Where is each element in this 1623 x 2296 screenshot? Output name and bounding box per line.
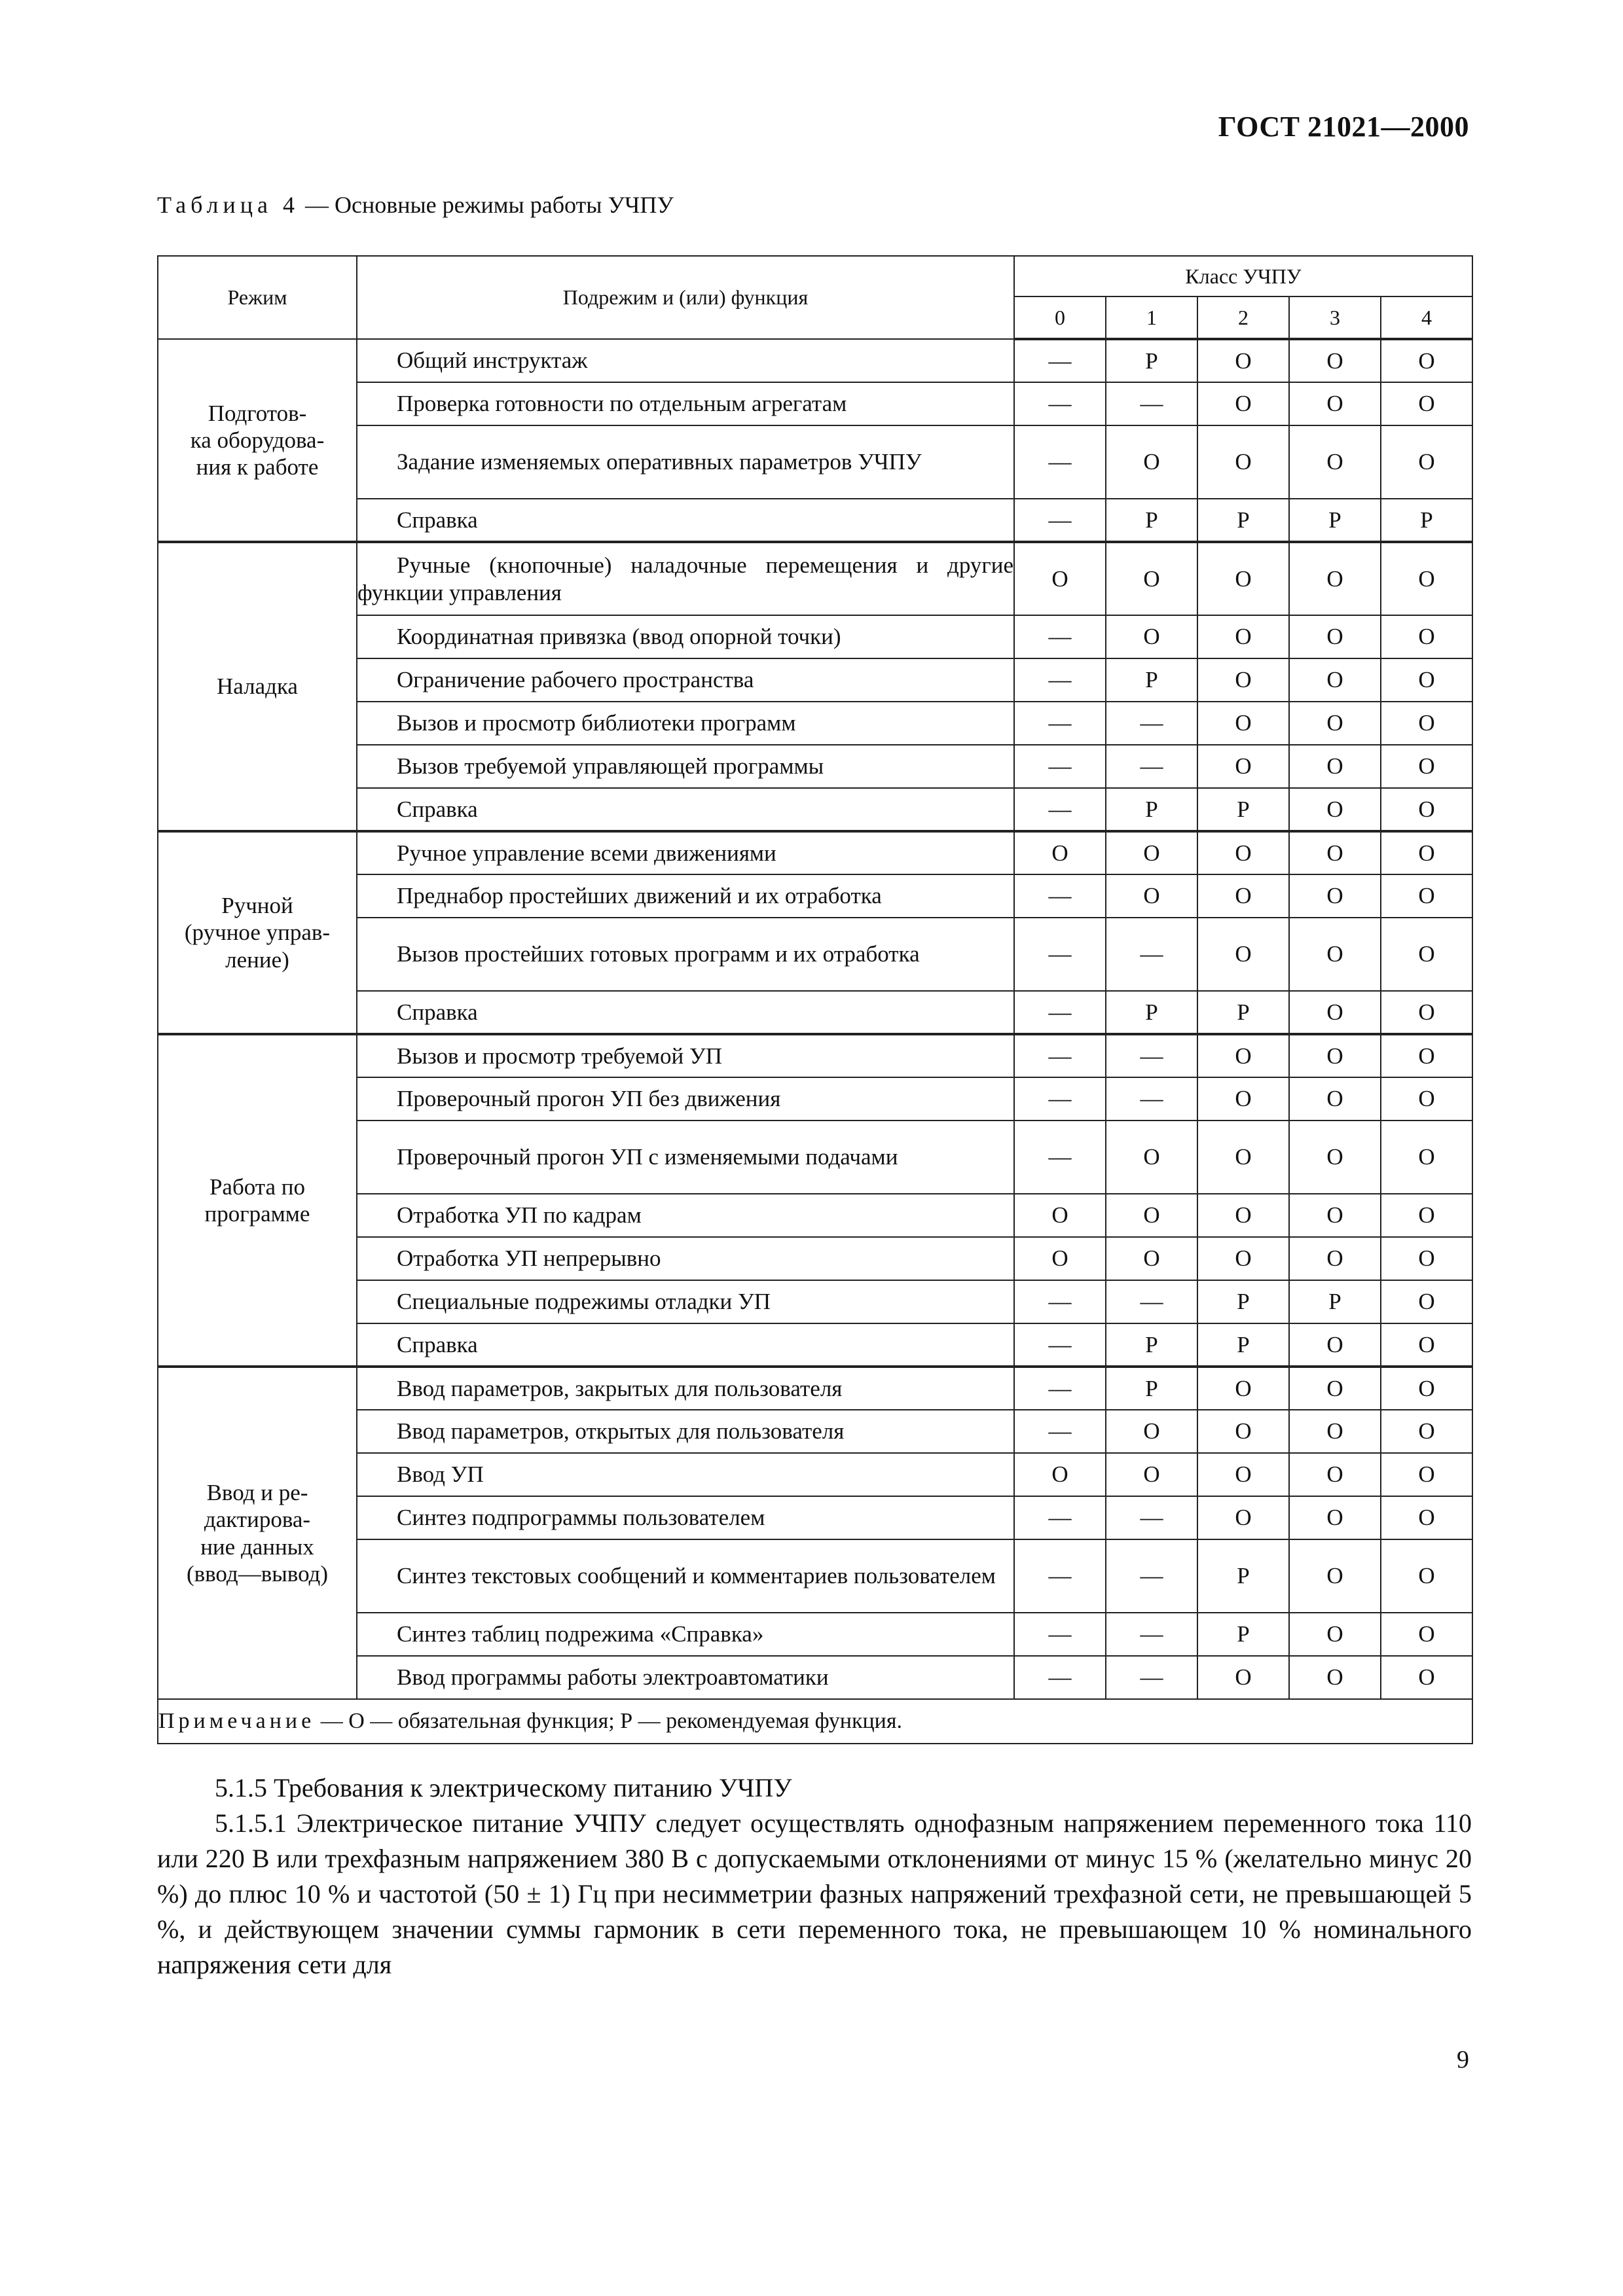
function-label: Вызов простейших готовых программ и их отработка — [397, 941, 920, 967]
class-value-cell: О — [1106, 615, 1197, 658]
function-cell — [357, 991, 1014, 1034]
class-value-cell: Р — [1106, 1323, 1197, 1367]
function-cell — [357, 658, 1014, 702]
function-label: Синтез таблиц подрежима «Справка» — [397, 1621, 764, 1647]
class-value-cell: Р — [1381, 499, 1472, 542]
class-value-cell: О — [1289, 1410, 1381, 1453]
table-row — [158, 339, 1472, 382]
class-value-cell: — — [1106, 918, 1197, 991]
class-value-cell: — — [1014, 499, 1106, 542]
function-cell — [357, 918, 1014, 991]
class-value-cell: О — [1381, 991, 1472, 1034]
class-value-cell: О — [1289, 1367, 1381, 1410]
class-value-cell: О — [1381, 1656, 1472, 1699]
class-value-cell: — — [1014, 874, 1106, 918]
function-label: Ручное управление всеми движениями — [397, 840, 776, 866]
class-value-cell: О — [1381, 1613, 1472, 1656]
mode-label: Работа по программе — [204, 1174, 310, 1227]
class-value-cell: О — [1381, 425, 1472, 499]
class-value-cell: О — [1106, 1121, 1197, 1194]
class-value-cell: Р — [1106, 1367, 1197, 1410]
function-label: Специальные подрежимы отладки УП — [397, 1289, 771, 1314]
header-class-number: 4 — [1381, 296, 1472, 339]
function-cell — [357, 1280, 1014, 1323]
class-value-cell: О — [1197, 1410, 1289, 1453]
function-cell — [357, 499, 1014, 542]
class-value-cell: О — [1197, 702, 1289, 745]
class-value-cell: О — [1197, 745, 1289, 788]
class-value-cell: О — [1106, 1410, 1197, 1453]
class-value-cell: О — [1197, 658, 1289, 702]
class-value-cell: — — [1106, 382, 1197, 425]
class-value-cell: О — [1289, 745, 1381, 788]
header-class-number: 2 — [1197, 296, 1289, 339]
function-cell — [357, 339, 1014, 382]
class-value-cell: О — [1381, 874, 1472, 918]
table-row — [158, 542, 1472, 615]
function-label: Вызов и просмотр требуемой УП — [397, 1043, 723, 1069]
class-value-cell: О — [1381, 1237, 1472, 1280]
function-cell — [357, 1034, 1014, 1077]
class-value-cell: — — [1106, 1077, 1197, 1121]
table-caption-title: — Основные режимы работы УЧПУ — [299, 192, 674, 218]
class-value-cell: — — [1014, 1121, 1106, 1194]
class-value-cell: — — [1014, 788, 1106, 831]
class-value-cell: О — [1106, 831, 1197, 874]
class-value-cell: — — [1106, 702, 1197, 745]
class-value-cell: О — [1289, 702, 1381, 745]
class-value-cell: — — [1014, 615, 1106, 658]
document-code: ГОСТ 21021—2000 — [1218, 111, 1469, 143]
function-cell — [357, 1496, 1014, 1539]
class-value-cell: О — [1289, 788, 1381, 831]
class-value-cell: — — [1014, 425, 1106, 499]
function-label: Вызов и просмотр библиотеки программ — [397, 710, 796, 736]
note-text: — О — обязательная функция; Р — рекомендуемая функция. — [315, 1709, 903, 1733]
function-label: Ограничение рабочего пространства — [397, 667, 754, 692]
class-value-cell: О — [1381, 831, 1472, 874]
class-value-cell: О — [1289, 1194, 1381, 1237]
class-value-cell: — — [1014, 1539, 1106, 1613]
class-value-cell: О — [1014, 831, 1106, 874]
class-value-cell: О — [1197, 1496, 1289, 1539]
class-value-cell: О — [1381, 1121, 1472, 1194]
class-value-cell: О — [1289, 425, 1381, 499]
class-value-cell: — — [1014, 1656, 1106, 1699]
mode-cell — [158, 831, 357, 1034]
function-cell — [357, 745, 1014, 788]
function-cell — [357, 1077, 1014, 1121]
class-value-cell: — — [1014, 991, 1106, 1034]
class-value-cell: О — [1289, 1453, 1381, 1496]
function-label: Отработка УП по кадрам — [397, 1202, 642, 1228]
header-class-number: 0 — [1014, 296, 1106, 339]
class-value-cell: — — [1014, 702, 1106, 745]
table-body — [158, 339, 1472, 1699]
class-value-cell: — — [1106, 1656, 1197, 1699]
class-value-cell: — — [1014, 1410, 1106, 1453]
class-value-cell: О — [1106, 1453, 1197, 1496]
class-value-cell: О — [1106, 874, 1197, 918]
class-value-cell: О — [1197, 339, 1289, 382]
modes-table — [157, 255, 1473, 1744]
function-cell — [357, 1367, 1014, 1410]
function-label: Ввод УП — [397, 1462, 484, 1487]
class-value-cell: О — [1197, 918, 1289, 991]
class-value-cell: О — [1197, 542, 1289, 615]
function-label: Проверочный прогон УП без движения — [397, 1086, 781, 1111]
mode-cell — [158, 1034, 357, 1367]
class-value-cell: О — [1381, 1410, 1472, 1453]
class-value-cell: Р — [1106, 788, 1197, 831]
section-paragraph: 5.1.5.1 Электрическое питание УЧПУ следует осуществлять однофазным напряжением переменного тока 110 или 220 В или трехфазным напряжением 380 В с допускаемыми отклонениями от минус 15 % (желательно минус 20 %) до плюс 10 % и частотой (50 ± 1) Гц при несимметрии фазных напряжений трехфазной сети, не превышающей 5 %, и действующем значении суммы гармоник в сети переменного тока, не превышающем 10 % номинального напряжения сети для — [157, 1808, 1472, 1979]
class-value-cell: О — [1381, 1077, 1472, 1121]
section-5-1-5 — [157, 1770, 1472, 1982]
class-value-cell: — — [1106, 1496, 1197, 1539]
function-label: Отработка УП непрерывно — [397, 1246, 661, 1271]
class-value-cell: Р — [1197, 991, 1289, 1034]
section-heading: 5.1.5 Требования к электрическому питанию УЧПУ — [215, 1773, 792, 1803]
function-cell — [357, 615, 1014, 658]
function-label: Справка — [397, 1331, 478, 1357]
class-value-cell: О — [1197, 831, 1289, 874]
class-value-cell: О — [1289, 1034, 1381, 1077]
class-value-cell: О — [1197, 425, 1289, 499]
class-value-cell: Р — [1197, 1323, 1289, 1367]
header-class: Класс УЧПУ — [1014, 256, 1472, 296]
class-value-cell: О — [1014, 1237, 1106, 1280]
class-value-cell: О — [1289, 991, 1381, 1034]
function-cell — [357, 425, 1014, 499]
function-cell — [357, 1121, 1014, 1194]
class-value-cell: Р — [1106, 991, 1197, 1034]
table-caption-label: Таблица 4 — [157, 192, 299, 218]
class-value-cell: — — [1014, 1613, 1106, 1656]
function-cell — [357, 1656, 1014, 1699]
class-value-cell: О — [1289, 1539, 1381, 1613]
function-cell — [357, 1323, 1014, 1367]
function-label: Проверочный прогон УП с изменяемыми подачами — [397, 1144, 898, 1170]
function-cell — [357, 1453, 1014, 1496]
class-value-cell: О — [1197, 1121, 1289, 1194]
class-value-cell: — — [1014, 658, 1106, 702]
class-value-cell: О — [1381, 382, 1472, 425]
function-cell — [357, 382, 1014, 425]
class-value-cell: — — [1106, 1280, 1197, 1323]
table-note — [158, 1699, 1472, 1744]
class-value-cell: О — [1197, 1237, 1289, 1280]
class-value-cell: О — [1289, 615, 1381, 658]
class-value-cell: О — [1289, 658, 1381, 702]
class-value-cell: О — [1197, 1194, 1289, 1237]
class-value-cell: Р — [1289, 1280, 1381, 1323]
mode-label: Наладка — [217, 673, 298, 700]
class-value-cell: Р — [1106, 658, 1197, 702]
class-value-cell: — — [1014, 745, 1106, 788]
class-value-cell: О — [1197, 1367, 1289, 1410]
function-cell — [357, 831, 1014, 874]
mode-label: Ручной (ручное управ- ление) — [184, 893, 331, 973]
class-value-cell: — — [1014, 1034, 1106, 1077]
note-label: Примечание — [158, 1709, 316, 1733]
function-label: Ввод параметров, закрытых для пользователя — [397, 1375, 843, 1401]
class-value-cell: — — [1106, 745, 1197, 788]
class-value-cell: О — [1381, 1539, 1472, 1613]
class-value-cell: О — [1106, 425, 1197, 499]
class-value-cell: — — [1014, 382, 1106, 425]
class-value-cell: — — [1106, 1034, 1197, 1077]
function-label: Синтез текстовых сообщений и комментариев пользователем — [397, 1563, 996, 1588]
function-cell — [357, 542, 1014, 615]
class-value-cell: — — [1014, 918, 1106, 991]
mode-cell — [158, 542, 357, 831]
header-class-number: 1 — [1106, 296, 1197, 339]
mode-label: Ввод и ре- дактирова- ние данных (ввод—вывод) — [186, 1479, 329, 1587]
class-value-cell: О — [1381, 542, 1472, 615]
class-value-cell: О — [1014, 1194, 1106, 1237]
class-value-cell: — — [1106, 1539, 1197, 1613]
class-value-cell: О — [1289, 1656, 1381, 1699]
class-value-cell: О — [1381, 745, 1472, 788]
class-value-cell: О — [1289, 1077, 1381, 1121]
class-value-cell: О — [1289, 382, 1381, 425]
function-label: Справка — [397, 507, 478, 533]
class-value-cell: О — [1381, 615, 1472, 658]
table-caption — [157, 191, 674, 219]
class-value-cell: О — [1197, 874, 1289, 918]
header-function: Подрежим и (или) функция — [357, 256, 1014, 339]
class-value-cell: Р — [1106, 499, 1197, 542]
mode-cell — [158, 339, 357, 542]
class-value-cell: О — [1289, 339, 1381, 382]
class-value-cell: — — [1106, 1613, 1197, 1656]
function-cell — [357, 874, 1014, 918]
class-value-cell: О — [1014, 542, 1106, 615]
class-value-cell: О — [1381, 1034, 1472, 1077]
mode-label: Подготов- ка оборудова- ния к работе — [190, 400, 325, 480]
class-value-cell: О — [1197, 1034, 1289, 1077]
class-value-cell: — — [1014, 1496, 1106, 1539]
function-label: Ручные (кнопочные) наладочные перемещения и другие функции управления — [357, 552, 1013, 605]
function-label: Ввод параметров, открытых для пользователя — [397, 1418, 845, 1444]
function-label: Ввод программы работы электроавтоматики — [397, 1664, 829, 1690]
function-cell — [357, 702, 1014, 745]
class-value-cell: — — [1014, 1367, 1106, 1410]
class-value-cell: О — [1381, 339, 1472, 382]
class-value-cell: О — [1381, 1280, 1472, 1323]
class-value-cell: Р — [1106, 339, 1197, 382]
class-value-cell: О — [1381, 658, 1472, 702]
class-value-cell: О — [1381, 1496, 1472, 1539]
class-value-cell: Р — [1197, 788, 1289, 831]
table-row — [158, 1367, 1472, 1410]
class-value-cell: О — [1197, 1077, 1289, 1121]
function-label: Синтез подпрограммы пользователем — [397, 1505, 765, 1530]
class-value-cell: О — [1381, 1367, 1472, 1410]
function-cell — [357, 788, 1014, 831]
function-cell — [357, 1194, 1014, 1237]
class-value-cell: О — [1106, 542, 1197, 615]
class-value-cell: О — [1289, 1496, 1381, 1539]
class-value-cell: Р — [1197, 1539, 1289, 1613]
class-value-cell: О — [1381, 1453, 1472, 1496]
class-value-cell: О — [1106, 1194, 1197, 1237]
function-cell — [357, 1410, 1014, 1453]
function-label: Справка — [397, 999, 478, 1025]
header-mode: Режим — [158, 256, 357, 339]
table-row — [158, 831, 1472, 874]
function-cell — [357, 1613, 1014, 1656]
class-value-cell: О — [1289, 1121, 1381, 1194]
class-value-cell: О — [1197, 1656, 1289, 1699]
function-cell — [357, 1539, 1014, 1613]
class-value-cell: О — [1381, 1323, 1472, 1367]
function-label: Задание изменяемых оперативных параметров УЧПУ — [397, 449, 922, 475]
function-cell — [357, 1237, 1014, 1280]
class-value-cell: О — [1289, 542, 1381, 615]
header-class-number: 3 — [1289, 296, 1381, 339]
class-value-cell: — — [1014, 1077, 1106, 1121]
class-value-cell: О — [1381, 702, 1472, 745]
class-value-cell: — — [1014, 339, 1106, 382]
function-label: Преднабор простейших движений и их отработка — [397, 883, 882, 908]
class-value-cell: — — [1014, 1280, 1106, 1323]
class-value-cell: О — [1197, 1453, 1289, 1496]
class-value-cell: О — [1381, 1194, 1472, 1237]
class-value-cell: О — [1197, 615, 1289, 658]
function-label: Общий инструктаж — [397, 348, 588, 373]
class-value-cell: О — [1289, 918, 1381, 991]
class-value-cell: О — [1289, 831, 1381, 874]
class-value-cell: Р — [1289, 499, 1381, 542]
class-value-cell: О — [1289, 874, 1381, 918]
table-row — [158, 1034, 1472, 1077]
class-value-cell: О — [1197, 382, 1289, 425]
function-label: Справка — [397, 796, 478, 822]
class-value-cell: Р — [1197, 1613, 1289, 1656]
function-label: Координатная привязка (ввод опорной точки) — [397, 624, 841, 649]
class-value-cell: О — [1289, 1237, 1381, 1280]
class-value-cell: О — [1381, 918, 1472, 991]
class-value-cell: О — [1106, 1237, 1197, 1280]
class-value-cell: — — [1014, 1323, 1106, 1367]
class-value-cell: О — [1381, 788, 1472, 831]
class-value-cell: О — [1289, 1613, 1381, 1656]
class-value-cell: Р — [1197, 499, 1289, 542]
page-number: 9 — [1457, 2046, 1469, 2073]
function-label: Проверка готовности по отдельным агрегатам — [397, 391, 847, 416]
class-value-cell: Р — [1197, 1280, 1289, 1323]
mode-cell — [158, 1367, 357, 1699]
function-label: Вызов требуемой управляющей программы — [397, 753, 824, 779]
class-value-cell: О — [1289, 1323, 1381, 1367]
class-value-cell: О — [1014, 1453, 1106, 1496]
